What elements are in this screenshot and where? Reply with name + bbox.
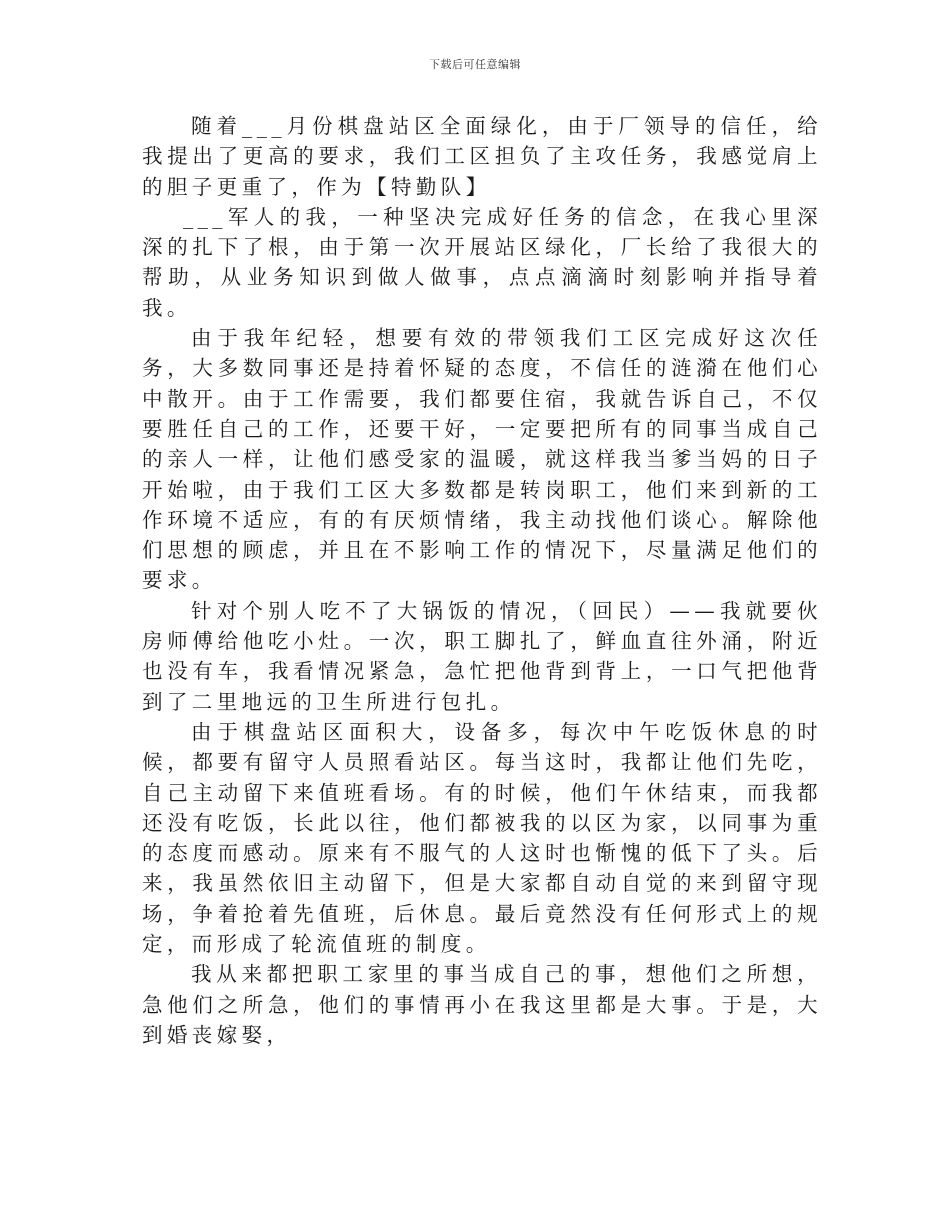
paragraph-3: 由于我年纪轻，想要有效的带领我们工区完成好这次任务，大多数同事还是持着怀疑的态度，不信任的涟漪在他们心中散开。由于工作需要，我们都要住宿，我就告诉自己，不仅要胜任自己的工作，还要干好，一定要把所有的同事当成自己的亲人一样，让他们感受家的温暖，就这样我当爹当妈的日子开始啦，由于我们工区大多数都是转岗职工，他们来到新的工作环境不适应，有的有厌烦情绪，我主动找他们谈心。解除他们思想的顾虑，并且在不影响工作的情况下，尽量满足他们的要求。	[142, 326, 822, 593]
paragraph-2: ___军人的我，一种坚决完成好任务的信念，在我心里深深的扎下了根，由于第一次开展站区绿化，厂长给了我很大的帮助，从业务知识到做人做事，点点滴滴时刻影响并指导着我。	[142, 204, 822, 320]
paragraph-1: 随着___月份棋盘站区全面绿化，由于厂领导的信任，给我提出了更高的要求，我们工区担负了主攻任务，我感觉肩上的胆子更重了，作为【特勤队】	[142, 114, 822, 199]
paragraph-6: 我从来都把职工家里的事当成自己的事，想他们之所想，急他们之所急，他们的事情再小在我这里都是大事。于是，大到婚丧嫁娶，	[142, 962, 822, 1047]
paragraph-5: 由于棋盘站区面积大，设备多，每次中午吃饭休息的时候，都要有留守人员照看站区。每当这时，我都让他们先吃，自己主动留下来值班看场。有的时候，他们午休结束，而我都还没有吃饭，长此以往，他们都被我的以区为家，以同事为重的态度而感动。原来有不服气的人这时也惭愧的低下了头。后来，我虽然依旧主动留下，但是大家都自动自觉的来到留守现场，争着抢着先值班，后休息。最后竟然没有任何形式上的规定，而形成了轮流值班的制度。	[142, 719, 822, 957]
document-body	[142, 111, 822, 1050]
page-header-note: 下载后可任意编辑	[429, 58, 521, 71]
paragraph-4: 针对个别人吃不了大锅饭的情况，（回民）——我就要伙房师傅给他吃小灶。一次，职工脚扎了，鲜血直往外涌，附近也没有车，我看情况紧急，急忙把他背到背上，一口气把他背到了二里地远的卫生所进行包扎。	[142, 598, 822, 714]
